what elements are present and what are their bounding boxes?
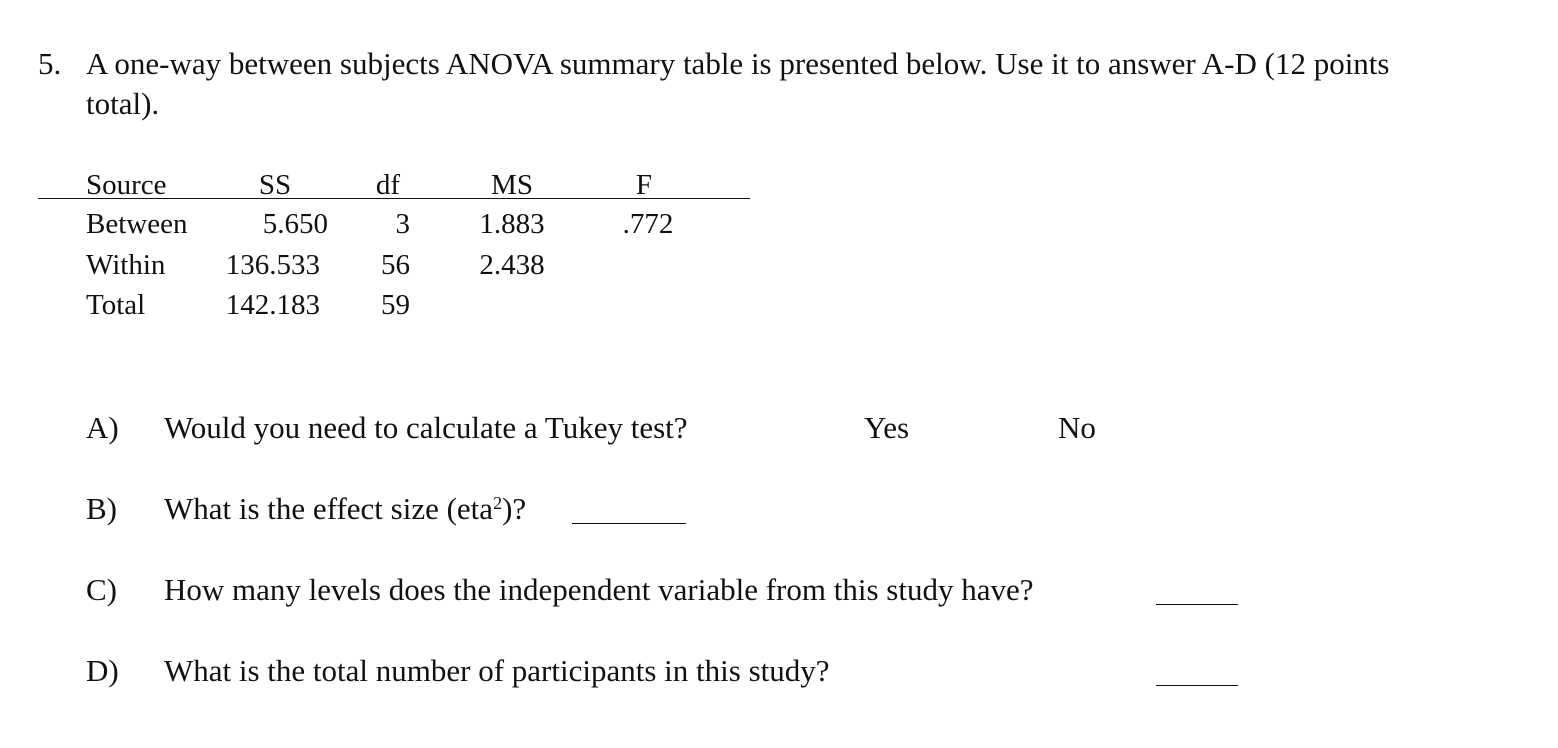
question-text-line1: A one-way between subjects ANOVA summary table is presented below. Use it to answer A-D (12 points bbox=[86, 46, 1390, 81]
row-between-source: Between bbox=[86, 208, 188, 240]
row-total-df: 59 bbox=[381, 289, 410, 321]
question-text-line2: total). bbox=[86, 86, 160, 121]
part-c-answer-blank[interactable] bbox=[1156, 604, 1238, 605]
part-a-no-option[interactable]: No bbox=[1058, 410, 1096, 445]
part-a-text: Would you need to calculate a Tukey test? bbox=[164, 410, 688, 445]
part-d-text: What is the total number of participants in this study? bbox=[164, 653, 830, 688]
header-ms: MS bbox=[491, 169, 533, 201]
row-total-ss: 142.183 bbox=[225, 289, 320, 321]
part-b-question bbox=[164, 489, 526, 529]
row-within-ms: 2.438 bbox=[479, 249, 545, 281]
part-b-answer-blank[interactable] bbox=[572, 523, 686, 524]
part-d-answer-blank[interactable] bbox=[1156, 685, 1238, 686]
row-between-ss: 5.650 bbox=[262, 208, 328, 240]
row-between-df: 3 bbox=[395, 208, 410, 240]
row-within-df: 56 bbox=[381, 249, 410, 281]
part-b-superscript: 2 bbox=[493, 493, 503, 513]
part-b-text-before: What is the effect size (eta bbox=[164, 491, 494, 526]
question-number: 5. bbox=[38, 46, 62, 81]
part-a-label: A) bbox=[86, 410, 119, 445]
table-header-rule bbox=[38, 198, 750, 199]
part-d-label: D) bbox=[86, 653, 119, 688]
row-between-f: .772 bbox=[622, 208, 674, 240]
part-a-yes-option[interactable]: Yes bbox=[864, 410, 910, 445]
part-c-label: C) bbox=[86, 572, 117, 607]
part-b-label: B) bbox=[86, 491, 117, 526]
row-within-ss: 136.533 bbox=[225, 249, 320, 281]
row-within-source: Within bbox=[86, 249, 166, 281]
part-b-text-after: )? bbox=[502, 491, 527, 526]
header-df: df bbox=[375, 169, 401, 201]
header-source: Source bbox=[86, 169, 167, 201]
header-ss: SS bbox=[258, 169, 292, 201]
header-f: F bbox=[635, 169, 653, 201]
row-total-source: Total bbox=[86, 289, 146, 321]
part-c-text: How many levels does the independent variable from this study have? bbox=[164, 572, 1034, 607]
row-between-ms: 1.883 bbox=[479, 208, 545, 240]
